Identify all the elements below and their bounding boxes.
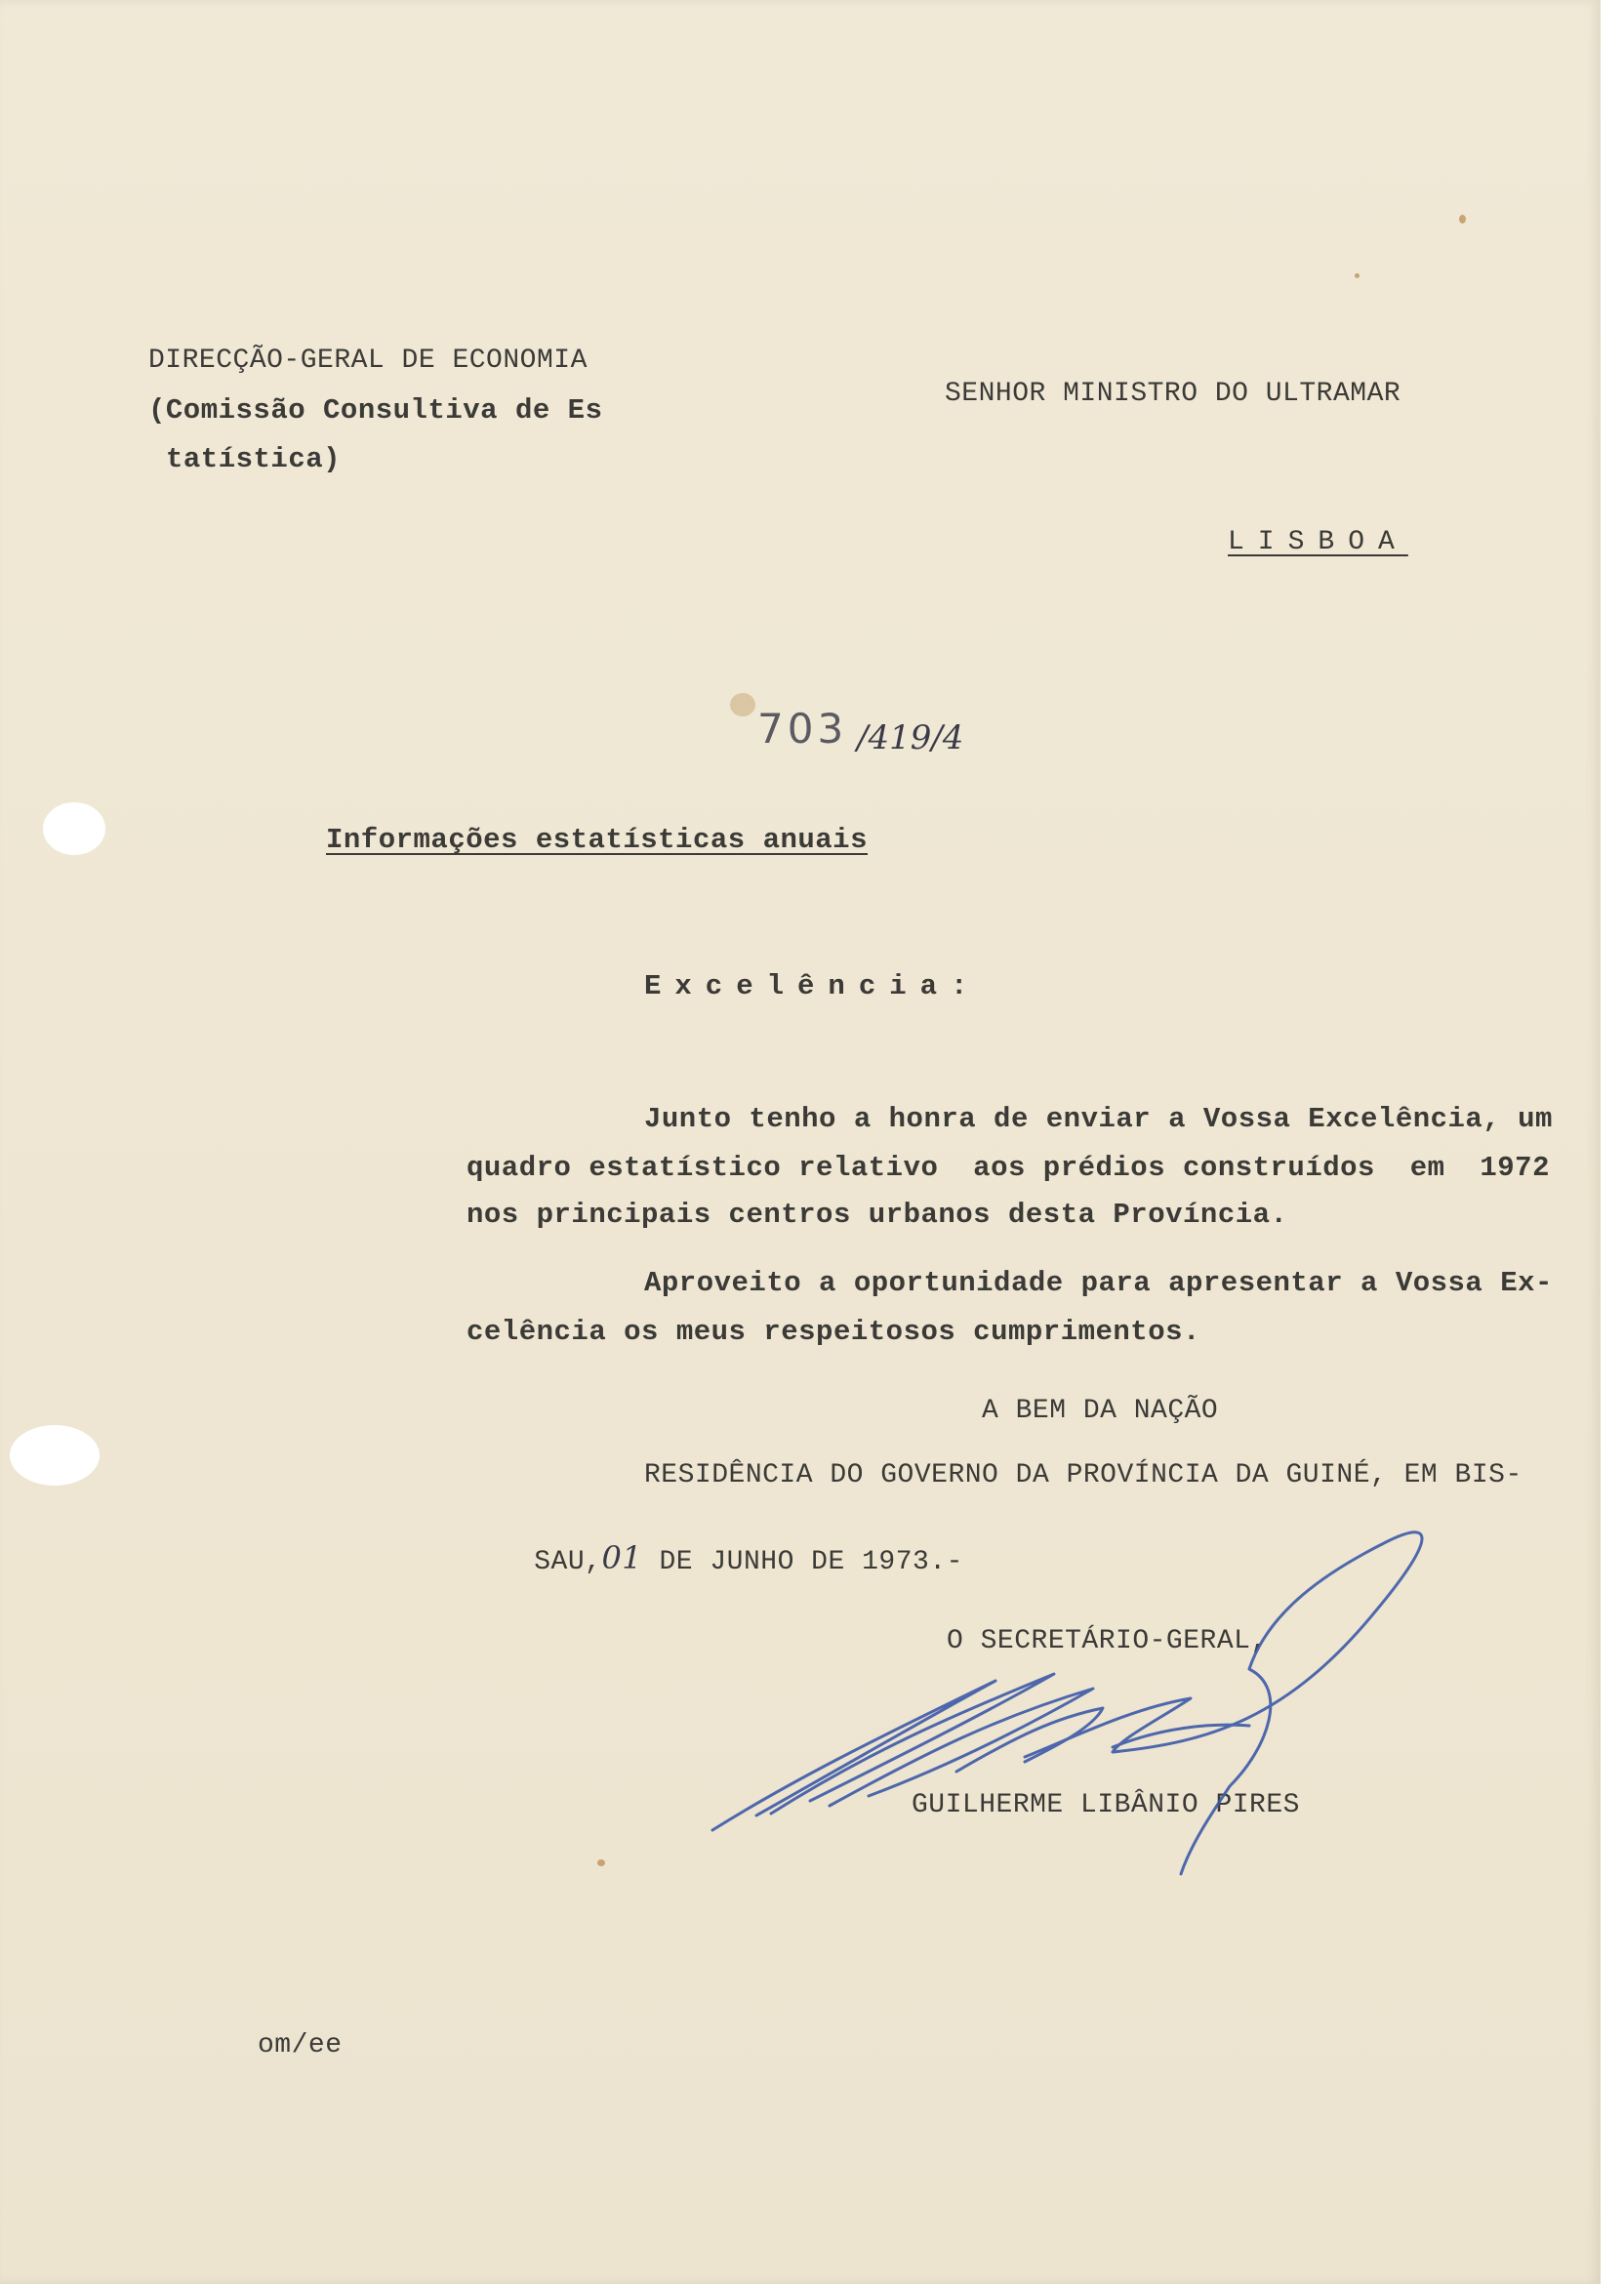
body-p1-line-2: quadro estatístico relativo aos prédios construídos em 1972 <box>467 1152 1550 1184</box>
recipient-title: SENHOR MINISTRO DO ULTRAMAR <box>945 379 1401 409</box>
subject-line: Informações estatísticas anuais <box>326 824 868 856</box>
sender-line-2: (Comissão Consultiva de Es <box>148 394 603 427</box>
typist-initials: om/ee <box>258 2030 343 2060</box>
reference-stamped-number: 703 <box>757 705 848 753</box>
body-p2-line-2: celência os meus respeitosos cumprimentos. <box>467 1316 1200 1348</box>
reference-handwritten-suffix: /419/4 <box>857 718 964 757</box>
paper-speck <box>597 1859 605 1866</box>
handwritten-signature <box>703 1552 1425 1884</box>
handwritten-day: 01 <box>601 1539 643 1576</box>
punch-hole-top <box>43 802 105 855</box>
sender-line-1: DIRECÇÃO-GERAL DE ECONOMIA <box>148 346 588 376</box>
body-p1-line-1: Junto tenho a honra de enviar a Vossa Excelência, um <box>644 1103 1553 1135</box>
closing-place-suffix: DE JUNHO DE 1973.- <box>642 1547 963 1577</box>
paper-speck <box>730 693 755 716</box>
body-p1-line-3: nos principais centros urbanos desta Província. <box>467 1199 1288 1231</box>
signature-role: O SECRETÁRIO-GERAL, <box>947 1626 1268 1656</box>
closing-place-line-1: RESIDÊNCIA DO GOVERNO DA PROVÍNCIA DA GUINÉ, EM BIS- <box>644 1460 1522 1490</box>
sender-line-3: tatística) <box>166 443 342 475</box>
signature-name: GUILHERME LIBÂNIO PIRES <box>912 1790 1300 1820</box>
body-p2-line-1: Aproveito a oportunidade para apresentar a Vossa Ex- <box>644 1267 1553 1299</box>
closing-motto: A BEM DA NAÇÃO <box>982 1396 1219 1426</box>
scan-edge <box>1601 0 1624 2284</box>
recipient-city: LISBOA <box>1228 527 1408 557</box>
paper-speck <box>1459 215 1466 224</box>
closing-place-prefix: SAU, <box>534 1547 602 1577</box>
punch-hole-bottom <box>10 1425 100 1486</box>
paper-speck <box>1355 273 1360 278</box>
salutation: Excelência: <box>644 970 982 1002</box>
